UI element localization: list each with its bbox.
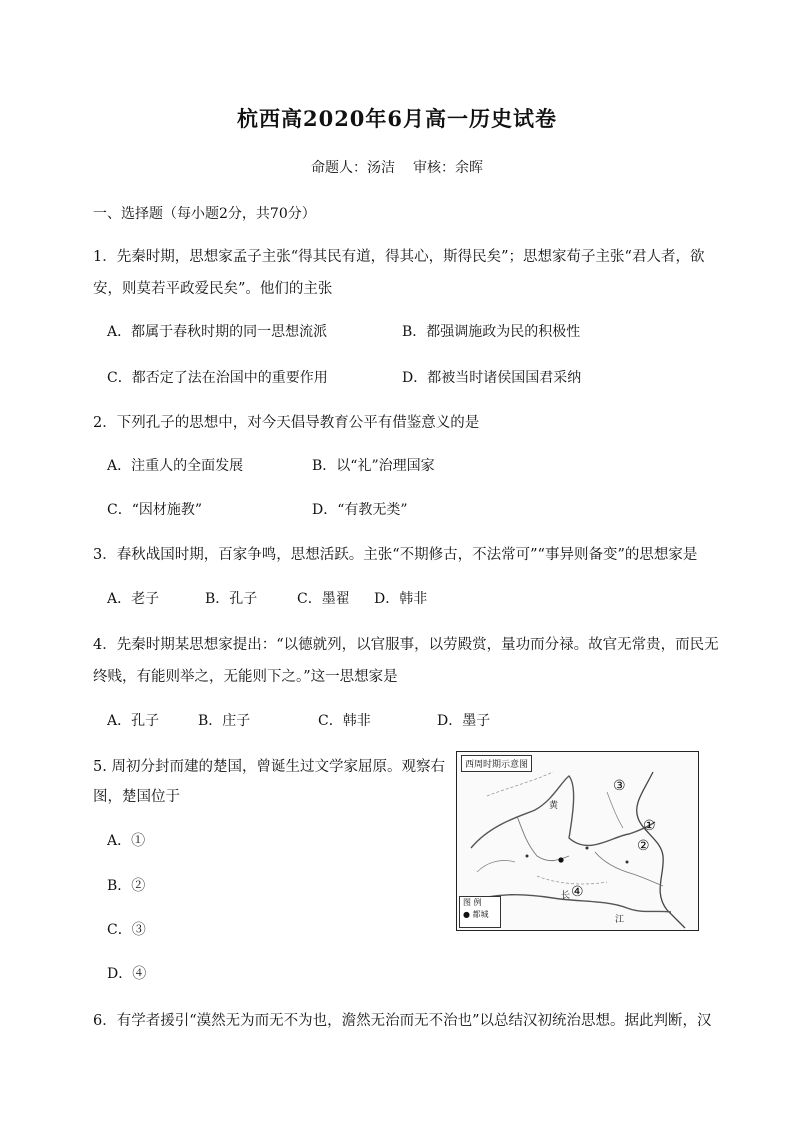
section-heading: 一、选择题（每小题2分，共70分） [93, 206, 316, 222]
question-1-option-a: A．都属于春秋时期的同一思想流派 [107, 324, 328, 340]
question-4-option-d: D．墨子 [437, 713, 491, 729]
question-5-option-d: D．④ [107, 966, 147, 982]
question-4-option-b: B．庄子 [198, 713, 251, 729]
question-4-line-1: 4．先秦时期某思想家提出：“以德就列，以官服事，以劳殿赏，量功而分禄。故官无常贵，而民无 [93, 637, 719, 653]
question-1-option-d: D．都被当时诸侯国国君采纳 [402, 370, 582, 386]
question-3-option-b: B．孔子 [205, 591, 258, 607]
question-4-option-a: A．孔子 [107, 713, 160, 729]
map-legend-capital: ● 都城 [463, 910, 489, 919]
question-3-line-1: 3．春秋战国时期，百家争鸣，思想活跃。主张“不期修古，不法常可”“事异则备变”的思想家是 [93, 547, 698, 563]
question-5-line-1: 5. 周初分封而建的楚国，曾诞生过文学家屈原。观察右 [93, 759, 445, 775]
map-marker-2: ② [637, 838, 650, 854]
question-1-line-2: 安，则莫若平政爱民矣”。他们的主张 [93, 281, 333, 297]
map-marker-3: ③ [613, 778, 626, 794]
map-label-chang: 长 [561, 891, 571, 901]
map-legend [459, 896, 501, 928]
question-1-line-1: 1．先秦时期，思想家孟子主张“得其民有道，得其心，斯得民矣”；思想家荀子主张“君人者，欲 [93, 249, 705, 265]
question-5-line-2: 图，楚国位于 [93, 789, 180, 805]
question-5-option-a: A．① [107, 833, 146, 849]
question-5-option-c: C．③ [107, 922, 146, 938]
question-5-option-b: B．② [107, 878, 146, 894]
question-3-option-c: C．墨翟 [297, 591, 350, 607]
question-6-line-1: 6．有学者援引“漠然无为而无不为也，澹然无治而无不治也”以总结汉初统治思想。据此判断，汉 [93, 1013, 712, 1029]
author-line [0, 157, 794, 177]
question-2-line-1: 2．下列孔子的思想中，对今天倡导教育公平有借鉴意义的是 [93, 415, 480, 431]
question-4-line-2: 终贱，有能则举之，无能则下之。”这一思想家是 [93, 669, 398, 685]
question-1-option-c: C．都否定了法在治国中的重要作用 [107, 370, 328, 386]
question-2-option-c: C．“因材施教” [107, 502, 203, 518]
setter: 命题人：汤洁 [311, 160, 395, 176]
question-2-option-d: D．“有教无类” [312, 502, 408, 518]
map-label-huang: 黄 [549, 801, 559, 811]
question-2-option-b: B．以“礼”治理国家 [312, 458, 435, 474]
question-1-option-b: B．都强调施政为民的积极性 [402, 324, 581, 340]
question-3-option-a: A．老子 [107, 591, 160, 607]
page-title: 杭西高2020年6月高一历史试卷 [236, 106, 558, 131]
reviewer: 审核：余晖 [413, 160, 483, 176]
map-label-jiang: 江 [615, 915, 625, 925]
map-marker-4: ④ [571, 884, 584, 900]
question-4-option-c: C．韩非 [318, 713, 371, 729]
question-3-option-d: D．韩非 [374, 591, 428, 607]
map-title: 西周时期示意图 [461, 755, 532, 772]
map-marker-1: ① [643, 818, 656, 834]
western-zhou-map [456, 751, 699, 931]
map-legend-title: 图 例 [463, 898, 482, 907]
question-2-option-a: A．注重人的全面发展 [107, 458, 244, 474]
